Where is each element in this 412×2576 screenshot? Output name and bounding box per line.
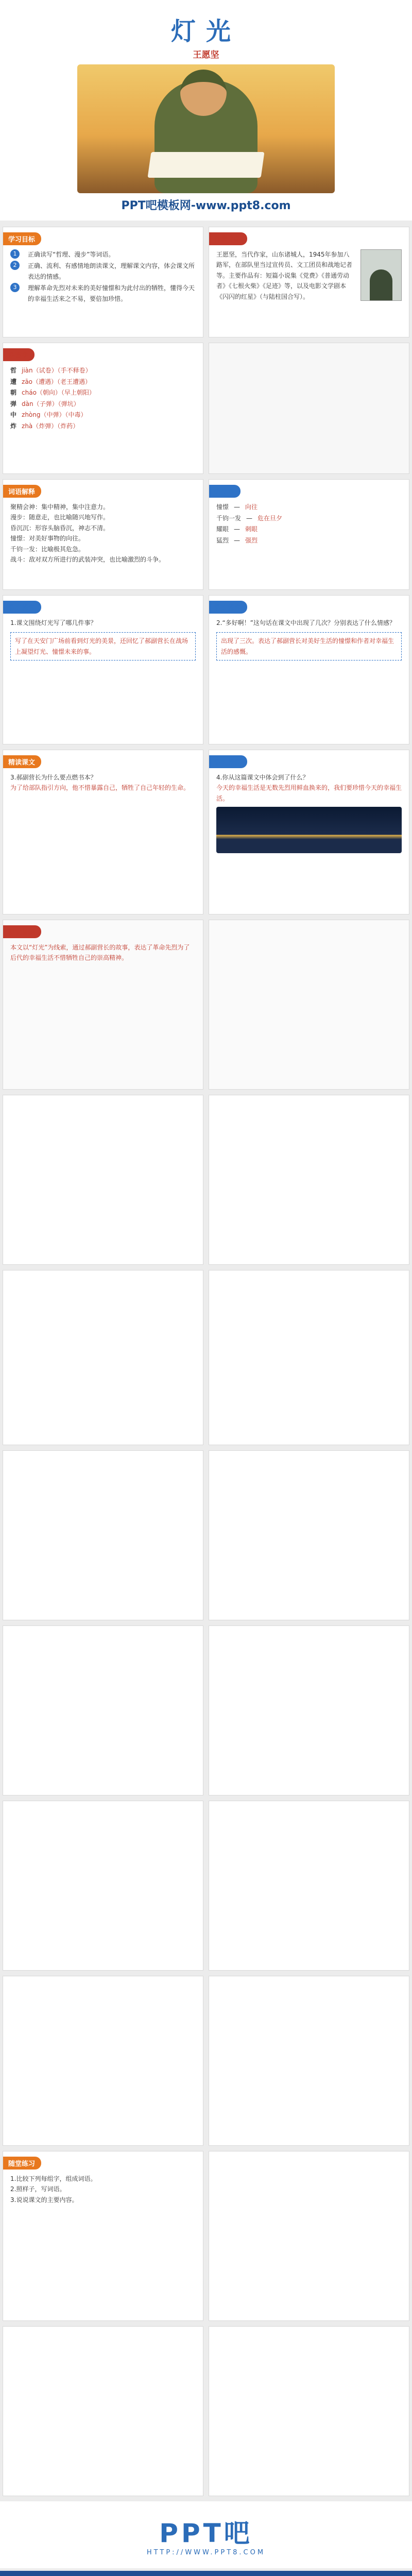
cover-site: PPT吧模板网-www.ppt8.com [121,199,291,212]
vocab-item: 千钧一发：比喻极其危急。 [10,545,85,553]
pinyin-reading: dàn（子弹）（弹坑） [22,400,80,408]
pinyin-char: 弹 [10,400,17,408]
night-square-image [216,807,402,853]
goal-item: 正确、流利、有感情地朗读课文，理解课文内容，体会课文所表达的情感。 [28,262,195,281]
answer: 写了在天安门广场前看到灯光的美景，还回忆了郝副营长在战场上凝望灯光、憧憬未来的事。 [15,637,188,655]
answer-box [10,632,196,660]
slide-content [209,1270,409,1445]
tag-q4: 课文探究 [209,755,247,768]
slide-reading-2 [209,920,409,1090]
word-pair: 强烈 [245,536,258,544]
slide-content [3,1801,203,1971]
pinyin-reading: zāo（遭遇）（老王遭遇） [22,378,92,385]
slide-goals: 学习目标 1 正确读写“哲理、漫步”等词语。 2 正确、流利、有感情地朗读课文，理解课文内容，体会课文所表达的情感。 3 理解革命先烈对未来的美好憧憬和为此付出的牺牲，懂得今天的幸福生活来之不易，要倍加珍惜。 [3,227,203,337]
slide-content [3,1450,203,1620]
slide-q2 [209,595,409,744]
cover-slide [0,0,412,221]
tag-q3: 精读课文 [3,755,41,768]
tag-pinyin: 多音字 [3,348,35,361]
book-illustration [147,152,264,178]
tag-antonym: 近义词 [209,485,241,498]
slide-content [209,1450,409,1620]
pinyin-reading: zhòng（中弹）（中毒） [22,411,87,419]
slide-content [3,1976,203,2146]
tag-vocab: 词语解释 [3,485,41,498]
question: 3.郝副营长为什么要点燃书本？ [10,774,97,781]
question: 2.“多好啊！”这句话在课文中出现了几次？分别表达了什么情感？ [216,619,396,626]
tag-summary: 课文总结 [3,925,41,938]
vocab-item: 漫步：随意走，也比喻随兴地写作。 [10,514,110,521]
tag-q2: 课文探究 [209,601,247,614]
vocab-item: 战斗：敌对双方所进行的武装冲突，也比喻激烈的斗争。 [10,555,165,563]
pinyin-char: 朝 [10,389,17,397]
slide-vocab [3,479,203,590]
slide-content [3,2326,203,2496]
brand-banner [0,2501,412,2568]
question: 1.课文围绕灯光写了哪几件事？ [10,619,97,626]
pinyin-char: 炸 [10,422,17,430]
slide-content [209,1095,409,1265]
brand-url[interactable]: HTTP://WWW.PPT8.COM [146,2549,266,2556]
vocab-item: 昏沉沉：形容头脑昏沉，神志不清。 [10,524,110,532]
slide-content [209,1801,409,1971]
author-text: 王愿坚，当代作家，山东诸城人，1945年参加八路军，在部队里当过宣传员、文工团员和战地记者等。主要作品有：短篇小说集《党费》《普通劳动者》《七根火柴》《足迹》等，以及电影文学剧本《闪闪的红星》（与陆柱国合写）。 [216,251,353,300]
pinyin-reading: zhà（炸弹）（炸药） [22,422,79,430]
slide-reading-1 [3,920,203,1090]
answer: 今天的幸福生活是无数先烈用鲜血换来的，我们要珍惜今天的幸福生活。 [216,784,402,802]
slide-antonym: 近义词 憧憬 — 向往 千钧一发 — 危在旦夕 耀眼 — 刺眼 猛烈 — 强烈 [209,479,409,590]
slide-content [3,1270,203,1445]
word-pair: 向往 [245,503,258,511]
pinyin-reading: cháo（朝向）（早上朝阳） [22,389,95,397]
pinyin-char: 中 [10,411,17,419]
pinyin-char: 遭 [10,378,17,385]
answer: 为了给部队指引方向，他不惜暴露自己，牺牲了自己年轻的生命。 [10,784,190,792]
word-pair: 危在旦夕 [258,514,283,522]
answer: 出现了三次。表达了郝副营长对美好生活的憧憬和作者对幸福生活的感慨。 [221,637,394,655]
soldier-head [180,70,227,116]
slide-practice [3,2151,203,2321]
slide-content [209,2326,409,2496]
slide-author [209,227,409,337]
slide-q1 [3,595,203,744]
slide-content [3,1625,203,1795]
cover-illustration [77,64,335,193]
slide-pinyin [3,343,203,474]
word: 千钧一发 [216,514,242,522]
practice-item: 3.说说课文的主要内容。 [10,2196,78,2204]
goal-item: 正确读写“哲理、漫步”等词语。 [28,251,115,258]
slide-content [209,1625,409,1795]
practice-item: 2.照样子，写词语。 [10,2185,66,2193]
tag-author: 作者介绍 [209,232,247,245]
slide-content [209,2151,409,2321]
vocab-item: 憧憬：对美好事物的向往。 [10,535,85,543]
answer-box [216,632,402,660]
word-pair: 刺眼 [245,526,258,533]
cover-title: 灯光 [170,17,241,46]
brand-logo: PPT吧 [159,2518,253,2548]
word: 猛烈 [216,536,229,544]
slide-content [3,1095,203,1265]
pinyin-char: 哲 [10,367,17,374]
slide-q3 [3,750,203,914]
slide-blank [209,343,409,474]
word: 憧憬 [216,503,229,511]
goal-item: 理解革命先烈对未来的美好憧憬和为此付出的牺牲，懂得今天的幸福生活来之不易，要倍加珍惜。 [28,284,195,303]
pinyin-reading: jiàn（试卷）（手不释卷） [22,367,92,374]
slide-q4 [209,750,409,914]
word: 耀眼 [216,526,229,533]
summary-text: 本文以“灯光”为线索，通过郝副营长的故事，表达了革命先烈为了后代的幸福生活不惜牺牲自己的崇高精神。 [10,944,190,962]
cover-author: 王愿坚 [193,50,219,60]
tag-q1: 课文探究 [3,601,41,614]
usage-notice [0,2571,412,2576]
tag-goals: 学习目标 [3,232,41,245]
author-portrait [360,249,402,301]
vocab-item: 聚精会神：集中精神，集中注意力。 [10,503,110,511]
practice-item: 1.比较下列每组字，组成词语。 [10,2175,97,2182]
tag-practice: 随堂练习 [3,2157,41,2170]
slide-content [209,1976,409,2146]
question: 4.你从这篇课文中体会到了什么？ [216,774,309,781]
